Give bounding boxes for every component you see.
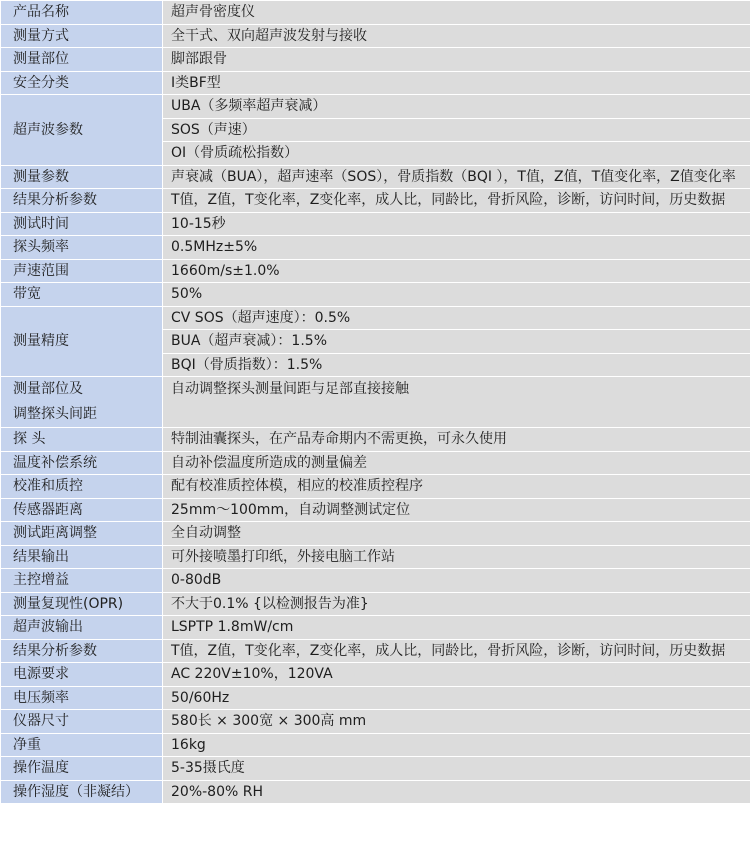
spec-value: 超声骨密度仪 — [163, 1, 750, 25]
spec-row — [1, 545, 750, 569]
spec-value: CV SOS（超声速度）：0.5% — [163, 306, 750, 330]
spec-row — [1, 780, 750, 804]
spec-value: OI（骨质疏松指数） — [163, 142, 750, 166]
spec-value: 不大于0.1% {以检测报告为准} — [163, 592, 750, 616]
spec-value: 20%-80% RH — [163, 780, 750, 804]
spec-label: 带宽 — [1, 283, 163, 307]
spec-value: 580长 × 300宽 × 300高 mm — [163, 710, 750, 734]
spec-value: T值，Z值，T变化率，Z变化率，成人比，同龄比，骨折风险，诊断，访问时间，历史数据 — [163, 189, 750, 213]
spec-row — [1, 1, 750, 25]
spec-label: 结果分析参数 — [1, 639, 163, 663]
spec-label: 结果分析参数 — [1, 189, 163, 213]
spec-value: 脚部跟骨 — [163, 48, 750, 72]
spec-value: BUA（超声衰减）：1.5% — [163, 330, 750, 354]
spec-label: 超声波参数 — [1, 95, 163, 166]
spec-label: 测量复现性(OPR) — [1, 592, 163, 616]
spec-label-line: 测量部位及 — [13, 381, 83, 397]
spec-label: 测量部位 — [1, 48, 163, 72]
spec-value: 50/60Hz — [163, 686, 750, 710]
spec-label: 主控增益 — [1, 569, 163, 593]
spec-value: 全干式、双向超声波发射与接收 — [163, 24, 750, 48]
spec-row — [1, 686, 750, 710]
spec-row — [1, 569, 750, 593]
spec-label: 操作温度 — [1, 757, 163, 781]
spec-value: SOS（声速） — [163, 118, 750, 142]
spec-row — [1, 283, 750, 307]
spec-value: 1660m/s±1.0% — [163, 259, 750, 283]
spec-label: 探头频率 — [1, 236, 163, 260]
spec-label: 测量方式 — [1, 24, 163, 48]
spec-value: 0-80dB — [163, 569, 750, 593]
spec-value: 16kg — [163, 733, 750, 757]
spec-row — [1, 236, 750, 260]
spec-row — [1, 428, 750, 452]
spec-label: 测量精度 — [1, 306, 163, 377]
spec-row — [1, 165, 750, 189]
spec-row — [1, 498, 750, 522]
spec-value: 50% — [163, 283, 750, 307]
spec-value: 25mm～100mm，自动调整测试定位 — [163, 498, 750, 522]
spec-label: 净重 — [1, 733, 163, 757]
spec-value: AC 220V±10%，120VA — [163, 663, 750, 687]
spec-label: 探 头 — [1, 428, 163, 452]
spec-row — [1, 48, 750, 72]
spec-value: 可外接喷墨打印纸，外接电脑工作站 — [163, 545, 750, 569]
spec-label: 电源要求 — [1, 663, 163, 687]
spec-row — [1, 733, 750, 757]
spec-row — [1, 24, 750, 48]
spec-row — [1, 259, 750, 283]
spec-label: 传感器距离 — [1, 498, 163, 522]
spec-value: 自动补偿温度所造成的测量偏差 — [163, 451, 750, 475]
spec-label: 超声波输出 — [1, 616, 163, 640]
spec-row — [1, 377, 750, 428]
spec-value: 5-35摄氏度 — [163, 757, 750, 781]
spec-row — [1, 663, 750, 687]
spec-label: 温度补偿系统 — [1, 451, 163, 475]
spec-label: 结果输出 — [1, 545, 163, 569]
spec-row — [1, 95, 750, 119]
spec-row — [1, 475, 750, 499]
spec-label: 安全分类 — [1, 71, 163, 95]
spec-value: T值，Z值，T变化率，Z变化率，成人比，同龄比，骨折风险，诊断，访问时间，历史数据 — [163, 639, 750, 663]
spec-label — [1, 377, 163, 428]
spec-table-body — [1, 1, 750, 804]
spec-value: BQI（骨质指数）：1.5% — [163, 353, 750, 377]
spec-row — [1, 522, 750, 546]
spec-row — [1, 616, 750, 640]
spec-label: 测量参数 — [1, 165, 163, 189]
spec-label: 校准和质控 — [1, 475, 163, 499]
spec-label: 仪器尺寸 — [1, 710, 163, 734]
spec-value: 特制油囊探头，在产品寿命期内不需更换，可永久使用 — [163, 428, 750, 452]
spec-row — [1, 639, 750, 663]
spec-label: 操作湿度（非凝结） — [1, 780, 163, 804]
spec-row — [1, 189, 750, 213]
spec-row — [1, 592, 750, 616]
spec-row — [1, 451, 750, 475]
spec-value: 0.5MHz±5% — [163, 236, 750, 260]
spec-label: 电压频率 — [1, 686, 163, 710]
spec-value: LSPTP 1.8mW/cm — [163, 616, 750, 640]
spec-label: 测试时间 — [1, 212, 163, 236]
spec-value: 10-15秒 — [163, 212, 750, 236]
spec-value: I类BF型 — [163, 71, 750, 95]
spec-row — [1, 306, 750, 330]
spec-value: UBA（多频率超声衰减） — [163, 95, 750, 119]
spec-label: 产品名称 — [1, 1, 163, 25]
spec-row — [1, 757, 750, 781]
spec-label: 声速范围 — [1, 259, 163, 283]
spec-label-line: 调整探头间距 — [13, 406, 97, 422]
spec-value: 声衰减（BUA），超声速率（SOS），骨质指数（BQI ），T值，Z值，T值变化率，Z值变化率 — [163, 165, 750, 189]
spec-value: 全自动调整 — [163, 522, 750, 546]
spec-value: 配有校准质控体模，相应的校准质控程序 — [163, 475, 750, 499]
spec-value: 自动调整探头测量间距与足部直接接触 — [163, 377, 750, 428]
spec-row — [1, 710, 750, 734]
spec-row — [1, 212, 750, 236]
spec-label: 测试距离调整 — [1, 522, 163, 546]
spec-row — [1, 71, 750, 95]
